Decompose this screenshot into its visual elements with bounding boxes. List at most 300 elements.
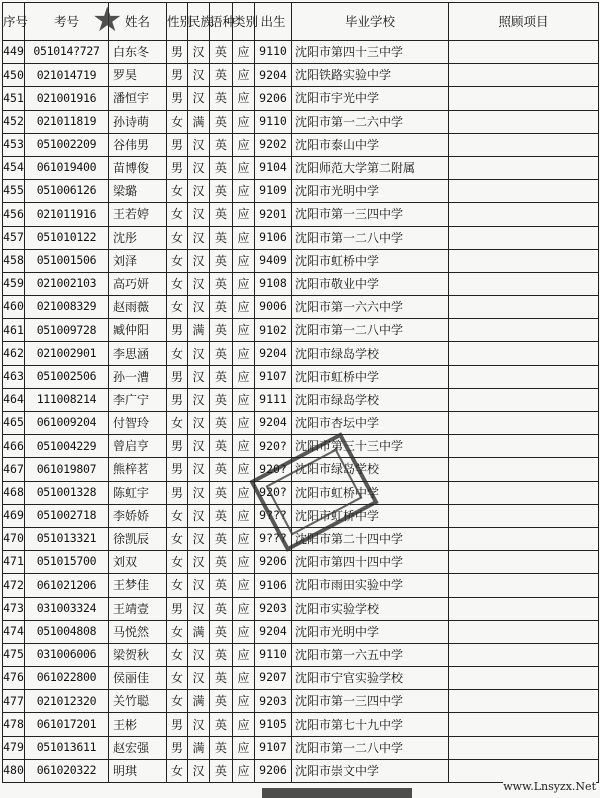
cell-language: 英 [210, 597, 233, 620]
cell-gender: 男 [167, 64, 188, 87]
cell-school: 沈阳市虹桥中学 [292, 249, 449, 272]
cell-seq: 478 [3, 713, 25, 736]
cell-care [449, 296, 599, 319]
header-care: 照顾项目 [449, 3, 599, 41]
cell-ethnicity: 满 [188, 690, 210, 713]
table-row [3, 412, 599, 435]
cell-name: 李娇娇 [109, 504, 167, 527]
cell-school: 沈阳市光明中学 [292, 180, 449, 203]
cell-language: 英 [210, 690, 233, 713]
cell-school: 沈阳市绿岛学校 [292, 388, 449, 411]
cell-birth: 9111 [255, 388, 292, 411]
cell-school: 沈阳市杏坛中学 [292, 412, 449, 435]
cell-ethnicity: 汉 [188, 667, 210, 690]
cell-school: 沈阳市雨田实验中学 [292, 574, 449, 597]
cell-school: 沈阳市第四十四中学 [292, 551, 449, 574]
cell-school: 沈阳市虹桥中学 [292, 365, 449, 388]
cell-seq: 455 [3, 180, 25, 203]
cell-ethnicity: 汉 [188, 342, 210, 365]
cell-language: 英 [210, 110, 233, 133]
cell-care [449, 412, 599, 435]
star-stamp-icon: ★ [92, 0, 123, 40]
cell-birth: 9110 [255, 110, 292, 133]
cell-language: 英 [210, 620, 233, 643]
header-birth: 出生 [255, 3, 292, 41]
cell-care [449, 203, 599, 226]
cell-language: 英 [210, 41, 233, 64]
cell-ethnicity: 汉 [188, 551, 210, 574]
cell-ethnicity: 汉 [188, 643, 210, 666]
cell-name: 苗博俊 [109, 156, 167, 179]
table-row [3, 296, 599, 319]
cell-language: 英 [210, 226, 233, 249]
cell-language: 英 [210, 133, 233, 156]
cell-ethnicity: 汉 [188, 87, 210, 110]
cell-language: 英 [210, 156, 233, 179]
cell-care [449, 551, 599, 574]
cell-ethnicity: 汉 [188, 133, 210, 156]
cell-ethnicity: 汉 [188, 759, 210, 782]
cell-gender: 男 [167, 365, 188, 388]
cell-gender: 男 [167, 133, 188, 156]
cell-ethnicity: 汉 [188, 388, 210, 411]
cell-school: 沈阳市第一三四中学 [292, 690, 449, 713]
cell-name: 马悦然 [109, 620, 167, 643]
cell-gender: 男 [167, 435, 188, 458]
cell-ethnicity: 汉 [188, 458, 210, 481]
cell-gender: 女 [167, 643, 188, 666]
cell-gender: 女 [167, 667, 188, 690]
cell-gender: 女 [167, 759, 188, 782]
cell-seq: 461 [3, 319, 25, 342]
cell-seq: 474 [3, 620, 25, 643]
cell-language: 英 [210, 203, 233, 226]
cell-school: 沈阳市第七十九中学 [292, 713, 449, 736]
cell-school: 沈阳市崇文中学 [292, 759, 449, 782]
cell-category: 应 [233, 249, 255, 272]
student-table [2, 2, 599, 783]
cell-ethnicity: 汉 [188, 180, 210, 203]
cell-ethnicity: 汉 [188, 412, 210, 435]
cell-care [449, 713, 599, 736]
cell-name: 曾启亨 [109, 435, 167, 458]
cell-name: 赵宏强 [109, 736, 167, 759]
cell-name: 李思涵 [109, 342, 167, 365]
cell-id: 051006126 [25, 180, 109, 203]
cell-seq: 459 [3, 272, 25, 295]
cell-category: 应 [233, 388, 255, 411]
cell-gender: 男 [167, 156, 188, 179]
cell-birth: 9409 [255, 249, 292, 272]
cell-name: 潘恒宇 [109, 87, 167, 110]
cell-category: 应 [233, 620, 255, 643]
cell-school: 沈阳市绿岛学校 [292, 458, 449, 481]
cell-gender: 女 [167, 574, 188, 597]
cell-seq: 449 [3, 41, 25, 64]
cell-ethnicity: 汉 [188, 249, 210, 272]
cell-id: 051009728 [25, 319, 109, 342]
cell-name: 陈虹宇 [109, 481, 167, 504]
cell-id: 021002103 [25, 272, 109, 295]
cell-id: 051015700 [25, 551, 109, 574]
cell-birth: 9204 [255, 620, 292, 643]
cell-language: 英 [210, 481, 233, 504]
cell-school: 沈阳市第二十四中学 [292, 527, 449, 550]
cell-birth: 9206 [255, 551, 292, 574]
cell-care [449, 156, 599, 179]
cell-name: 王彬 [109, 713, 167, 736]
cell-seq: 464 [3, 388, 25, 411]
table-row [3, 342, 599, 365]
cell-seq: 462 [3, 342, 25, 365]
cell-ethnicity: 汉 [188, 296, 210, 319]
cell-school: 沈阳市第一二六中学 [292, 110, 449, 133]
cell-ethnicity: 汉 [188, 64, 210, 87]
cell-seq: 454 [3, 156, 25, 179]
cell-name: 梁贺秋 [109, 643, 167, 666]
cell-id: 021011916 [25, 203, 109, 226]
cell-id: 031006006 [25, 643, 109, 666]
cell-ethnicity: 汉 [188, 713, 210, 736]
cell-name: 徐凯辰 [109, 527, 167, 550]
cell-gender: 女 [167, 504, 188, 527]
cell-gender: 女 [167, 412, 188, 435]
cell-school: 沈阳市第一二八中学 [292, 319, 449, 342]
cell-care [449, 597, 599, 620]
cell-care [449, 365, 599, 388]
cell-category: 应 [233, 435, 255, 458]
cell-school: 沈阳市第四十三中学 [292, 41, 449, 64]
cell-school: 沈阳市第一六五中学 [292, 643, 449, 666]
cell-gender: 女 [167, 551, 188, 574]
cell-category: 应 [233, 133, 255, 156]
cell-care [449, 620, 599, 643]
cell-seq: 466 [3, 435, 25, 458]
cell-birth: 920? [255, 458, 292, 481]
cell-birth: 9106 [255, 574, 292, 597]
cell-ethnicity: 汉 [188, 365, 210, 388]
cell-name: 刘双 [109, 551, 167, 574]
table-row [3, 365, 599, 388]
cell-school: 沈阳市宇光中学 [292, 87, 449, 110]
cell-birth: 9204 [255, 412, 292, 435]
cell-id: 051001506 [25, 249, 109, 272]
cell-school: 沈阳市宁官实验学校 [292, 667, 449, 690]
cell-ethnicity: 汉 [188, 481, 210, 504]
table-row [3, 713, 599, 736]
table-row [3, 203, 599, 226]
cell-id: 061017201 [25, 713, 109, 736]
cell-birth: 9109 [255, 180, 292, 203]
cell-category: 应 [233, 203, 255, 226]
cell-name: 刘泽 [109, 249, 167, 272]
cell-category: 应 [233, 574, 255, 597]
cell-language: 英 [210, 551, 233, 574]
cell-category: 应 [233, 272, 255, 295]
cell-school: 沈阳市光明中学 [292, 620, 449, 643]
cell-category: 应 [233, 180, 255, 203]
table-row [3, 87, 599, 110]
cell-birth: 9202 [255, 133, 292, 156]
cell-id: 061020322 [25, 759, 109, 782]
cell-category: 应 [233, 226, 255, 249]
cell-id: 051002506 [25, 365, 109, 388]
cell-name: 臧仲阳 [109, 319, 167, 342]
cell-school: 沈阳市第一二八中学 [292, 226, 449, 249]
cell-care [449, 272, 599, 295]
table-row [3, 64, 599, 87]
cell-seq: 470 [3, 527, 25, 550]
cell-seq: 469 [3, 504, 25, 527]
cell-school: 沈阳师范大学第二附属 [292, 156, 449, 179]
cell-care [449, 249, 599, 272]
cell-category: 应 [233, 667, 255, 690]
table-row [3, 319, 599, 342]
cell-birth: 9204 [255, 64, 292, 87]
cell-seq: 473 [3, 597, 25, 620]
cell-name: 关竹聪 [109, 690, 167, 713]
cell-seq: 465 [3, 412, 25, 435]
table-row [3, 41, 599, 64]
cell-id: 051002718 [25, 504, 109, 527]
header-school: 毕业学校 [292, 3, 449, 41]
table-row [3, 133, 599, 156]
cell-language: 英 [210, 713, 233, 736]
cell-gender: 男 [167, 388, 188, 411]
cell-id: 021012320 [25, 690, 109, 713]
cell-school: 沈阳铁路实验中学 [292, 64, 449, 87]
cell-care [449, 226, 599, 249]
cell-gender: 男 [167, 41, 188, 64]
cell-care [449, 574, 599, 597]
cell-id: 111008214 [25, 388, 109, 411]
table-row [3, 643, 599, 666]
cell-id: 051013321 [25, 527, 109, 550]
cell-care [449, 110, 599, 133]
cell-category: 应 [233, 365, 255, 388]
cell-ethnicity: 汉 [188, 41, 210, 64]
cell-birth: 9206 [255, 759, 292, 782]
cell-gender: 男 [167, 597, 188, 620]
cell-birth: 920? [255, 481, 292, 504]
table-row [3, 156, 599, 179]
table-row [3, 620, 599, 643]
cell-school: 沈阳市第三十三中学 [292, 435, 449, 458]
table-row [3, 180, 599, 203]
cell-birth: 9203 [255, 597, 292, 620]
cell-school: 沈阳市虹桥中学 [292, 481, 449, 504]
cell-name: 孙一漕 [109, 365, 167, 388]
cell-seq: 463 [3, 365, 25, 388]
cell-language: 英 [210, 736, 233, 759]
cell-gender: 女 [167, 180, 188, 203]
cell-care [449, 41, 599, 64]
cell-gender: 男 [167, 713, 188, 736]
cell-language: 英 [210, 435, 233, 458]
cell-care [449, 435, 599, 458]
cell-school: 沈阳市第一三四中学 [292, 203, 449, 226]
cell-id: 021014719 [25, 64, 109, 87]
header-language: 语种 [210, 3, 233, 41]
cell-language: 英 [210, 458, 233, 481]
cell-category: 应 [233, 296, 255, 319]
cell-category: 应 [233, 458, 255, 481]
cell-care [449, 667, 599, 690]
cell-id: 061022800 [25, 667, 109, 690]
cell-name: 王梦佳 [109, 574, 167, 597]
cell-care [449, 133, 599, 156]
cell-category: 应 [233, 527, 255, 550]
cell-school: 沈阳市虹桥中学 [292, 504, 449, 527]
cell-gender: 男 [167, 481, 188, 504]
cell-gender: 女 [167, 203, 188, 226]
cell-category: 应 [233, 412, 255, 435]
cell-name: 高巧妍 [109, 272, 167, 295]
cell-school: 沈阳市第一二八中学 [292, 736, 449, 759]
cell-language: 英 [210, 64, 233, 87]
cell-category: 应 [233, 759, 255, 782]
cell-id: 021011819 [25, 110, 109, 133]
cell-language: 英 [210, 574, 233, 597]
cell-gender: 男 [167, 736, 188, 759]
cell-school: 沈阳市泰山中学 [292, 133, 449, 156]
cell-category: 应 [233, 597, 255, 620]
cell-ethnicity: 满 [188, 620, 210, 643]
cell-ethnicity: 汉 [188, 226, 210, 249]
cell-seq: 475 [3, 643, 25, 666]
cell-name: 赵雨薇 [109, 296, 167, 319]
cell-language: 英 [210, 759, 233, 782]
cell-care [449, 342, 599, 365]
cell-language: 英 [210, 643, 233, 666]
cell-language: 英 [210, 249, 233, 272]
cell-seq: 450 [3, 64, 25, 87]
cell-id: 061009204 [25, 412, 109, 435]
cell-birth: 9206 [255, 87, 292, 110]
cell-care [449, 736, 599, 759]
cell-language: 英 [210, 272, 233, 295]
bottom-stamp-edge [262, 788, 412, 798]
cell-language: 英 [210, 296, 233, 319]
cell-seq: 460 [3, 296, 25, 319]
cell-category: 应 [233, 319, 255, 342]
cell-birth: 9110 [255, 41, 292, 64]
cell-birth: 9107 [255, 736, 292, 759]
cell-seq: 468 [3, 481, 25, 504]
cell-ethnicity: 汉 [188, 272, 210, 295]
cell-gender: 女 [167, 110, 188, 133]
header-category: 类别 [233, 3, 255, 41]
cell-care [449, 458, 599, 481]
cell-id: 051001328 [25, 481, 109, 504]
cell-seq: 480 [3, 759, 25, 782]
cell-id: 061019807 [25, 458, 109, 481]
cell-seq: 457 [3, 226, 25, 249]
table-row [3, 388, 599, 411]
cell-ethnicity: 汉 [188, 504, 210, 527]
cell-gender: 男 [167, 458, 188, 481]
cell-language: 英 [210, 504, 233, 527]
cell-ethnicity: 汉 [188, 574, 210, 597]
cell-seq: 477 [3, 690, 25, 713]
table-row [3, 110, 599, 133]
cell-ethnicity: 汉 [188, 597, 210, 620]
cell-ethnicity: 满 [188, 319, 210, 342]
cell-category: 应 [233, 643, 255, 666]
cell-category: 应 [233, 713, 255, 736]
cell-language: 英 [210, 319, 233, 342]
cell-ethnicity: 汉 [188, 435, 210, 458]
cell-birth: 9104 [255, 156, 292, 179]
cell-care [449, 319, 599, 342]
cell-name: 明琪 [109, 759, 167, 782]
cell-care [449, 643, 599, 666]
header-ethnicity: 民族 [188, 3, 210, 41]
cell-ethnicity: 满 [188, 736, 210, 759]
cell-school: 沈阳市第一六六中学 [292, 296, 449, 319]
cell-category: 应 [233, 87, 255, 110]
cell-ethnicity: 汉 [188, 156, 210, 179]
cell-gender: 女 [167, 527, 188, 550]
cell-name: 侯丽佳 [109, 667, 167, 690]
cell-gender: 女 [167, 342, 188, 365]
header-name: 姓名 [109, 3, 167, 41]
cell-category: 应 [233, 342, 255, 365]
cell-seq: 471 [3, 551, 25, 574]
cell-seq: 453 [3, 133, 25, 156]
cell-language: 英 [210, 365, 233, 388]
table-row [3, 272, 599, 295]
header-gender: 性别 [167, 3, 188, 41]
cell-name: 白东冬 [109, 41, 167, 64]
cell-name: 梁璐 [109, 180, 167, 203]
cell-name: 罗昊 [109, 64, 167, 87]
cell-seq: 476 [3, 667, 25, 690]
cell-language: 英 [210, 87, 233, 110]
cell-school: 沈阳市敬业中学 [292, 272, 449, 295]
header-seq: 序号 [3, 3, 25, 41]
cell-gender: 女 [167, 226, 188, 249]
cell-care [449, 388, 599, 411]
cell-language: 英 [210, 342, 233, 365]
cell-gender: 女 [167, 690, 188, 713]
cell-category: 应 [233, 156, 255, 179]
cell-birth: 9107 [255, 365, 292, 388]
cell-language: 英 [210, 412, 233, 435]
cell-language: 英 [210, 527, 233, 550]
cell-gender: 女 [167, 620, 188, 643]
cell-category: 应 [233, 64, 255, 87]
cell-name: 熊梓茗 [109, 458, 167, 481]
cell-id: 021008329 [25, 296, 109, 319]
cell-care [449, 180, 599, 203]
cell-birth: 9105 [255, 713, 292, 736]
cell-birth: 9207 [255, 667, 292, 690]
cell-birth: 9203 [255, 690, 292, 713]
cell-name: 王若婷 [109, 203, 167, 226]
cell-category: 应 [233, 481, 255, 504]
cell-school: 沈阳市实验学校 [292, 597, 449, 620]
cell-seq: 479 [3, 736, 25, 759]
cell-id: 051013611 [25, 736, 109, 759]
cell-name: 沈彤 [109, 226, 167, 249]
cell-category: 应 [233, 736, 255, 759]
cell-care [449, 87, 599, 110]
cell-id: 051014?727 [25, 41, 109, 64]
cell-category: 应 [233, 504, 255, 527]
cell-birth: 9204 [255, 342, 292, 365]
cell-care [449, 481, 599, 504]
